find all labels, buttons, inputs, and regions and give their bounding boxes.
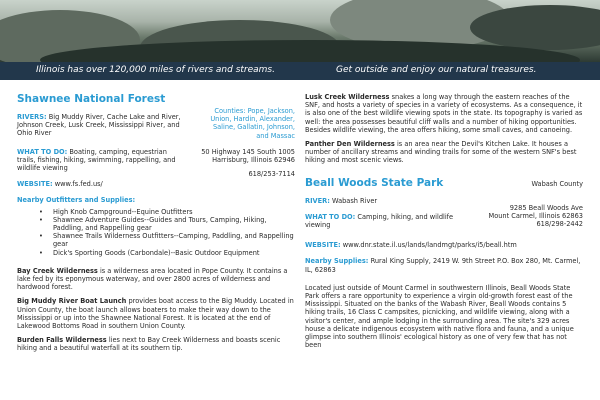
left-column <box>17 80 295 359</box>
website-link[interactable]: www.fs.fed.us/ <box>54 180 103 189</box>
paragraph <box>17 297 295 330</box>
paragraph-text: provides boat access to the Big Muddy. Located in Union County, the boat launch allows boaters to make their way down to the Mississippi or up into the Shawnee National Forest. It is located at the end of Lakewood Bottoms Road in southern Union County. <box>17 297 294 331</box>
phone-text: 618/253-7114 <box>248 170 295 179</box>
whattodo-paragraph <box>305 213 455 229</box>
whattodo-text: Camping, hiking, and wildlife viewing <box>305 212 454 230</box>
address-block <box>185 148 295 179</box>
address-line: 50 Highway 145 South 1005 <box>201 147 295 156</box>
whattodo-paragraph <box>17 148 177 173</box>
phone-text: 618/298-2442 <box>536 220 583 229</box>
whattodo-text: Boating, camping, equestrian trails, fishing, hiking, swimming, rappelling, and wildlife viewing <box>17 147 176 173</box>
rivers-label: RIVERS: <box>17 113 47 121</box>
paragraph-text: lies next to Bay Creek Wilderness and boasts scenic hiking and a beautiful waterfall at its southern tip. <box>17 336 281 353</box>
website-paragraph <box>17 180 295 188</box>
paragraph-text: Located just outside of Mount Carmel in southwestern Illinois, Beall Woods State Park offers a rare opportunity to experience a virgin old-growth forest east of the Mississippi. Situated on the banks of the Wabash River, Beall Woods contains 5 hiking trails, 16 Class C campsites, picnicking, and wildlife viewing, along with a visitor's center, and ample lodging in the surrounding area. The site's 329 acres house a delicate indigenous ecosystem with native flora and fauna, and a unique glimpse into southern Illinois' ecological history as one of very few that has not been <box>305 283 574 350</box>
website-label: WEBSITE: <box>305 241 341 250</box>
banner <box>0 62 600 80</box>
river-paragraph <box>305 197 455 205</box>
river-text: Wabash River <box>331 196 378 205</box>
river-row <box>305 197 583 236</box>
rivers-row <box>17 107 295 144</box>
paragraph-heading: Big Muddy River Boat Launch <box>17 297 127 306</box>
whattodo-label: WHAT TO DO: <box>305 212 356 221</box>
right-column <box>305 93 583 355</box>
paragraph-heading: Lusk Creek Wilderness <box>305 93 390 101</box>
supplies-text: Rural King Supply, 2419 W. 9th Street P.O. Box 280, Mt. Carmel, IL, 62863 <box>305 257 581 274</box>
banner-right-text: Get outside and enjoy our natural treasures. <box>336 65 537 75</box>
whattodo-row <box>17 148 295 179</box>
website-paragraph <box>305 241 583 249</box>
supplies-label: Nearby Supplies: <box>305 257 369 266</box>
paragraph-heading: Bay Creek Wilderness <box>17 266 98 275</box>
banner-left-text: Illinois has over 120,000 miles of rivers and streams. <box>36 65 275 75</box>
address-line: Mount Carmel, Illinois 62863 <box>488 211 583 220</box>
paragraph-heading: Burden Falls Wilderness <box>17 336 107 345</box>
rivers-paragraph <box>17 113 187 138</box>
list-item: • Dick's Sporting Goods (Carbondale)--Basic Outdoor Equipment <box>17 249 295 257</box>
paragraph-text: is a wilderness area located in Pope County. It contains a lake fed by its eponymous waterway, and over 2800 acres of wilderness and hardwood forest. <box>17 266 288 292</box>
river-label: RIVER: <box>305 196 330 205</box>
list-item: • Shawnee Adventure Guides--Guides and Tours, Camping, Hiking, Paddling, and Rappelling gear <box>17 216 295 232</box>
section-title: Beall Woods State Park <box>305 176 444 189</box>
outfitters-heading: Nearby Outfitters and Supplies: <box>17 196 136 205</box>
rock-shape <box>470 5 600 50</box>
whattodo-label: WHAT TO DO: <box>17 147 68 156</box>
section-title: Shawnee National Forest <box>17 93 166 105</box>
park-title-row <box>305 177 583 189</box>
paragraph <box>305 93 583 134</box>
county-text: Wabash County <box>531 179 583 188</box>
rivers-text: Big Muddy River, Cache Lake and River, Johnson Creek, Lusk Creek, Mississippi River, and Ohio River <box>17 113 181 138</box>
header-photo <box>0 0 600 62</box>
paragraph <box>17 267 295 292</box>
website-link[interactable]: www.dnr.state.il.us/lands/landmgt/parks/i5/beall.htm <box>342 241 517 250</box>
address-block <box>463 197 583 236</box>
paragraph-text: is an area near the Devil's Kitchen Lake. It houses a number of ancillary streams and winding trails for some of the western SNF's best hiking and most scenic views. <box>305 140 577 165</box>
website-label: WEBSITE: <box>17 180 53 189</box>
paragraph-text: snakes a long way through the eastern reaches of the SNF, and hosts a variety of species in a variety of ecosystems. As a consequence, it is also one of the best wildlife viewing spots in the state. Its topography is varied as well: the area possesses beautiful cliff walls and a number of hiking opportunities. Besides wildlife viewing, the area offers hiking, some small caves, and canoeing. <box>305 93 583 134</box>
paragraph <box>17 336 295 352</box>
list-item: • High Knob Campground--Equine Outfitters <box>17 208 295 216</box>
list-item: • Shawnee Trails Wilderness Outfitters--Camping, Paddling, and Rappelling gear <box>17 232 295 248</box>
outfitters-list <box>17 208 295 257</box>
paragraph <box>305 140 583 165</box>
address-line: Harrisburg, Illinois 62946 <box>212 155 295 164</box>
address-line: 9285 Beall Woods Ave <box>509 203 583 212</box>
counties-text: Counties: Pope, Jackson, Union, Hardin, Alexander, Saline, Gallatin, Johnson, and Massac <box>210 107 295 140</box>
paragraph-heading: Panther Den Wilderness <box>305 140 395 149</box>
supplies-paragraph <box>305 257 583 273</box>
